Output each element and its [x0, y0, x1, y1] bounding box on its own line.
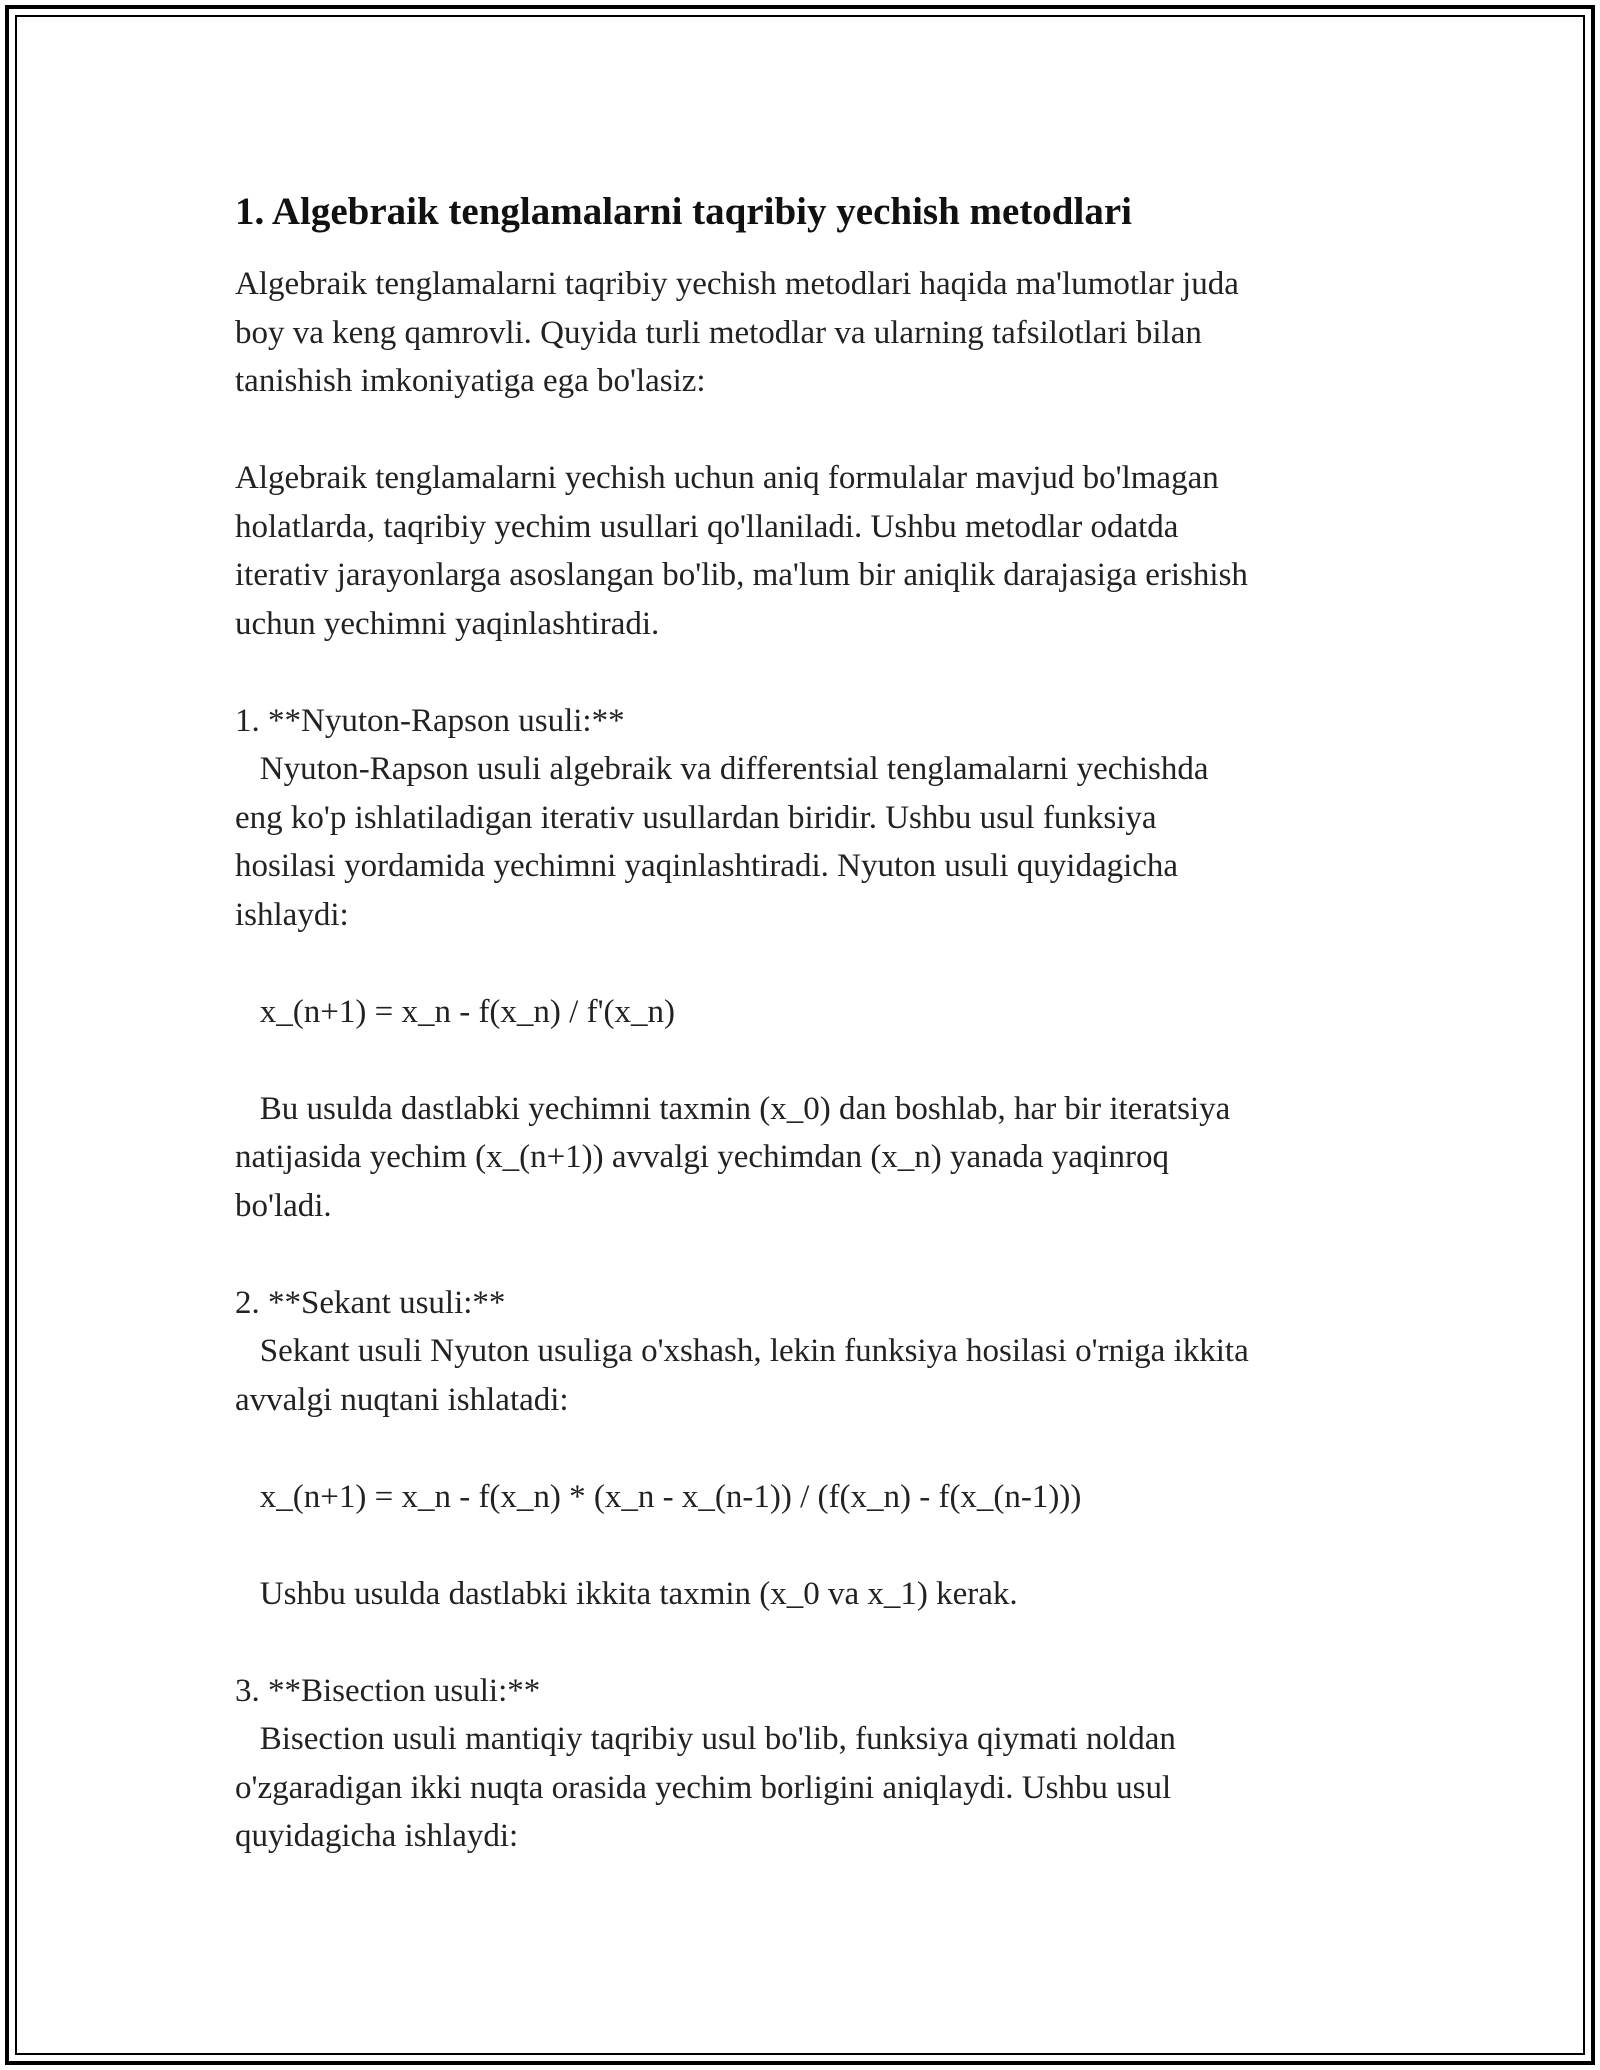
newton-formula: x_(n+1) = x_n - f(x_n) / f'(x_n)	[235, 993, 675, 1030]
intro-paragraph: Algebraik tenglamalarni taqribiy yechish metodlari haqida ma'lumotlar juda boy va keng qamrovli. Quyida turli metodlar va ularning tafsilotlari bilan tanishish imkoniyatiga ega bo'lasiz:	[235, 266, 1239, 399]
secant-formula: x_(n+1) = x_n - f(x_n) * (x_n - x_(n-1)) / (f(x_n) - f(x_(n-1)))	[235, 1478, 1082, 1515]
secant-method-section: 2. **Sekant usuli:** Sekant usuli Nyuton usuliga o'xshash, lekin funksiya hosilasi o'rniga ikkita avvalgi nuqtani ishlatadi:	[235, 1284, 1249, 1418]
newton-method-section: 1. **Nyuton-Rapson usuli:** Nyuton-Rapson usuli algebraik va differentsial tenglamalarni yechishda eng ko'p ishlatiladigan iterativ usullardan biridir. Ushbu usul funksiya hosilasi yordamida yechimni yaqinlashtiradi. Nyuton usuli quyidagicha ishlaydi:	[235, 702, 1209, 933]
bisection-method-section: 3. **Bisection usuli:** Bisection usuli mantiqiy taqribiy usul bo'lib, funksiya qiymati noldan o'zgaradigan ikki nuqta orasida yechim borligini aniqlaydi. Ushbu usul quyidagicha ishlaydi:	[235, 1672, 1176, 1854]
document-title: 1. Algebraik tenglamalarni taqribiy yechish metodlari	[235, 190, 1132, 233]
secant-explanation: Ushbu usulda dastlabki ikkita taxmin (x_0 va x_1) kerak.	[235, 1575, 1018, 1612]
context-paragraph: Algebraik tenglamalarni yechish uchun aniq formulalar mavjud bo'lmagan holatlarda, taqribiy yechim usullari qo'llaniladi. Ushbu metodlar odatda iterativ jarayonlarga asoslangan bo'lib, ma'lum bir aniqlik darajasiga erishish uchun yechimni yaqinlashtiradi.	[235, 460, 1248, 642]
document-body	[235, 188, 1375, 1861]
newton-explanation: Bu usulda dastlabki yechimni taxmin (x_0) dan boshlab, har bir iteratsiya natijasida yechim (x_(n+1)) avvalgi yechimdan (x_n) yanada yaqinroq bo'ladi.	[235, 1090, 1231, 1224]
